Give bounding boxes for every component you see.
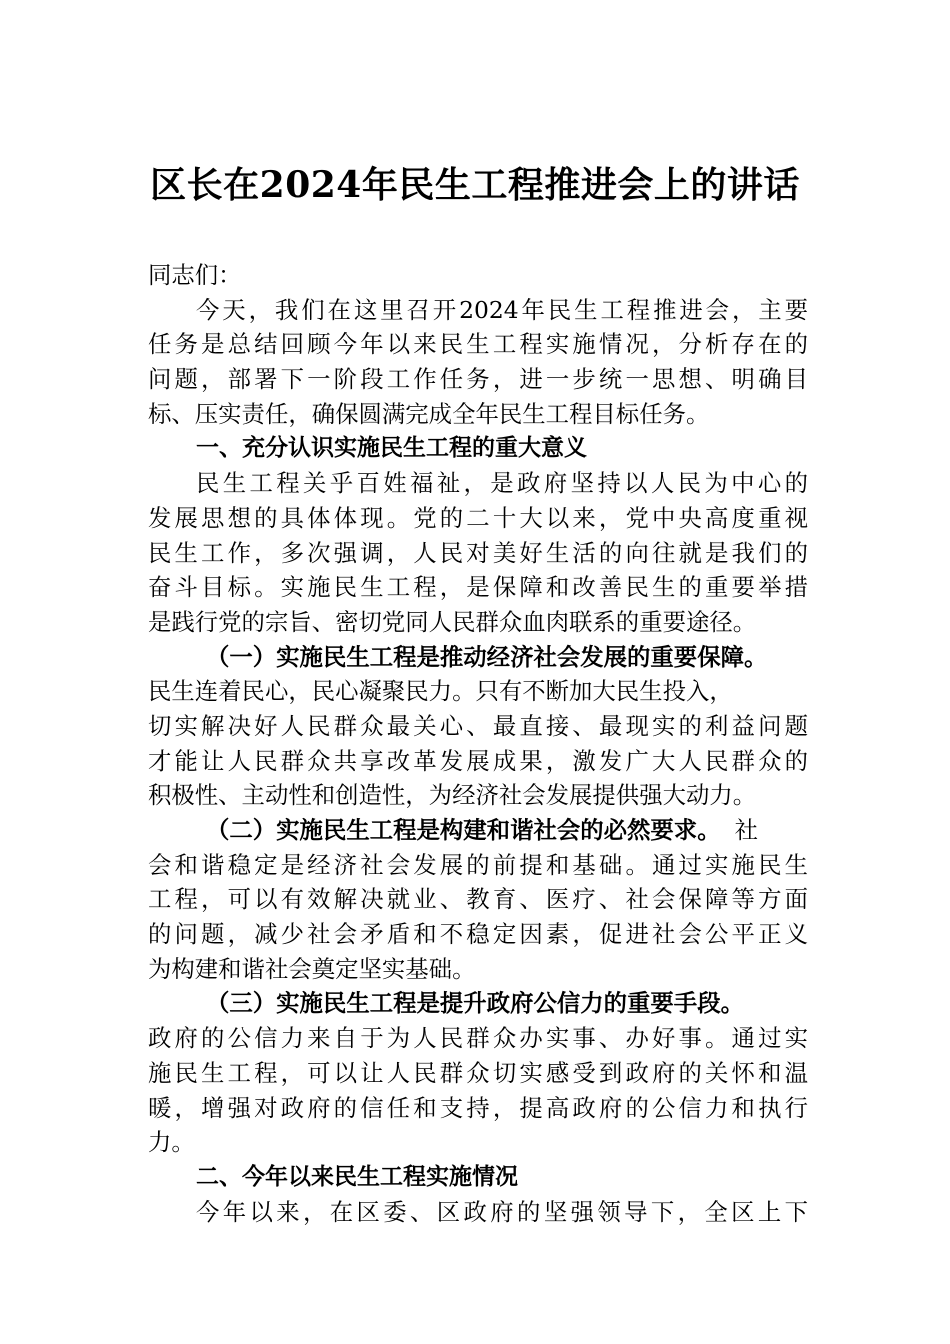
- paragraph-line: 施民生工程，可以让人民群众切实感受到政府的关怀和温: [148, 1058, 808, 1087]
- paragraph-line: 力。: [148, 1128, 195, 1157]
- paragraph-line: 工程，可以有效解决就业、教育、医疗、社会保障等方面: [148, 885, 808, 914]
- section-heading-1: 一、充分认识实施民生工程的重大意义: [196, 435, 587, 462]
- sub-heading-2: （二）实施民生工程是构建和谐社会的必然要求。: [206, 816, 721, 844]
- sub-heading-3: （三）实施民生工程是提升政府公信力的重要手段。: [206, 989, 744, 1018]
- paragraph-line: 问题，部署下一阶段工作任务，进一步统一思想、明确目: [148, 365, 808, 394]
- paragraph-line: 切实解决好人民群众最关心、最直接、最现实的利益问题: [148, 711, 808, 740]
- paragraph-line: 会和谐稳定是经济社会发展的前提和基础。通过实施民生: [148, 850, 808, 879]
- paragraph-line: 暖，增强对政府的信任和支持，提高政府的公信力和执行: [148, 1093, 808, 1122]
- paragraph-line: 才能让人民群众共享改革发展成果，激发广大人民群众的: [148, 746, 808, 775]
- salutation-line: 同志们：: [148, 261, 242, 289]
- paragraph-line: 是践行党的宗旨、密切党同人民群众血肉联系的重要途径。: [148, 607, 757, 636]
- paragraph-line: 标、压实责任，确保圆满完成全年民生工程目标任务。: [148, 399, 710, 428]
- paragraph-line: 积极性、主动性和创造性，为经济社会发展提供强大动力。: [148, 781, 757, 810]
- paragraph-line: 奋斗目标。实施民生工程，是保障和改善民生的重要举措: [148, 573, 808, 602]
- paragraph-line: 今天，我们在这里召开2024年民生工程推进会，主要: [196, 295, 808, 324]
- paragraph-line: 民生连着民心，民心凝聚民力。只有不断加大民生投入，: [148, 677, 733, 706]
- sub-heading-1: （一）实施民生工程是推动经济社会发展的重要保障。: [206, 642, 768, 671]
- paragraph-text: 社: [734, 816, 758, 844]
- paragraph-line: 的问题，减少社会矛盾和不稳定因素，促进社会公平正义: [148, 920, 808, 949]
- document-title: 区长在2024年民生工程推进会上的讲话: [150, 164, 800, 206]
- document-body: [148, 258, 808, 1229]
- sub-heading-2-line: [148, 813, 808, 848]
- paragraph-line: 今年以来，在区委、区政府的坚强领导下，全区上下: [196, 1197, 808, 1226]
- paragraph-line: 任务是总结回顾今年以来民生工程实施情况，分析存在的: [148, 330, 808, 359]
- paragraph-line: 发展思想的具体体现。党的二十大以来，党中央高度重视: [148, 503, 808, 532]
- section-heading-2: 二、今年以来民生工程实施情况: [196, 1163, 518, 1190]
- paragraph-line: 为构建和谐社会奠定坚实基础。: [148, 954, 476, 983]
- paragraph-line: 民生工作，多次强调，人民对美好生活的向往就是我们的: [148, 538, 808, 567]
- paragraph-line: 民生工程关乎百姓福祉，是政府坚持以人民为中心的: [196, 469, 808, 498]
- paragraph-line: 政府的公信力来自于为人民群众办实事、办好事。通过实: [148, 1024, 808, 1053]
